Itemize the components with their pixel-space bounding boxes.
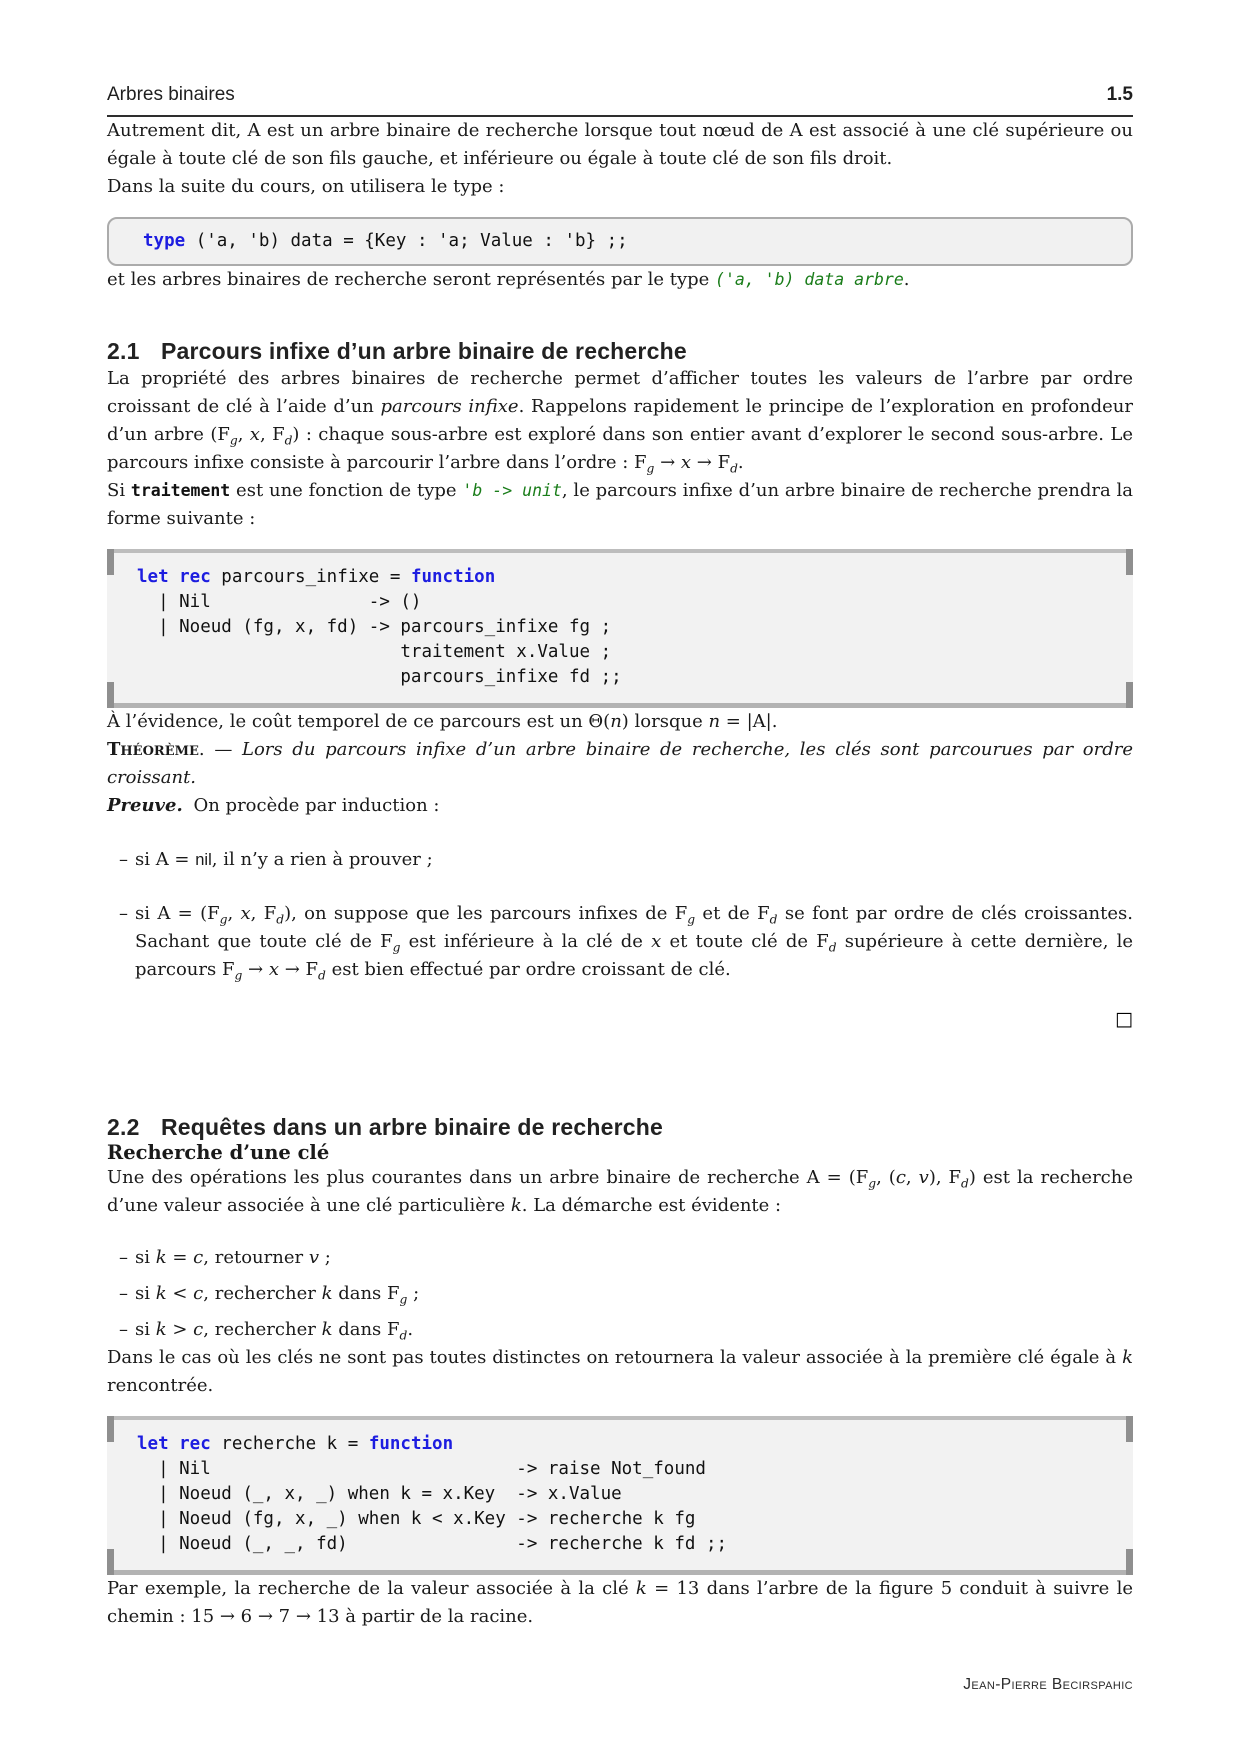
code-line: | Noeud (_, _, fd) -> recherche k fd ;;: [137, 1534, 728, 1554]
header-page-number: 1.5: [1106, 84, 1133, 105]
list-item: [107, 1316, 1133, 1344]
paragraph-recherche-intro: Une des opérations les plus courantes dans un arbre binaire de recherche $A = (F_g$, (c, v), $F_d$) est la recherche d’une valeur associée à une clé particulière k. La démarche est évidente :: [107, 1167, 1133, 1216]
panel-corner: [107, 682, 114, 708]
paragraph-intro: Autrement dit, A est un arbre binaire de recherche lorsque tout nœud de A est associé à une clé supérieure ou égale à toute clé de son fils gauche, et inférieure ou égale à toute clé de son fils droit.: [107, 120, 1133, 169]
panel-corner: [1126, 549, 1133, 575]
section-number: 2.1: [107, 338, 140, 364]
list-item-text: si k < c, rechercher k dans $F_g$ ;: [135, 1283, 420, 1307]
paragraph-exemple: Par exemple, la recherche de la valeur associée à la clé k = 13 dans l’arbre de la figure 5 conduit à suivre le chemin : 15 → 6 → 7 → 13 à partir de la racine.: [107, 1578, 1134, 1627]
code-line: let rec recherche k = function: [137, 1434, 454, 1454]
code-block-type-definition: [107, 217, 1133, 266]
paragraph-traitement: Si traitement est une fonction de type 'b -> unit, le parcours infixe d’un arbre binaire de recherche prendra la forme suivante :: [107, 480, 1134, 529]
panel-corner: [1126, 1549, 1133, 1575]
code-line: | Noeud (fg, x, fd) -> parcours_infixe fg ;: [137, 617, 612, 637]
list-item: [107, 1280, 1133, 1308]
panel-corner: [107, 1549, 114, 1575]
list-item-text: si k > c, rechercher k dans $F_d$.: [135, 1319, 414, 1343]
code-line: type ('a, 'b) data = {Key : 'a; Value : 'b} ;;: [143, 231, 628, 251]
list-item: [107, 846, 1133, 874]
paragraph-parcours-infixe: La propriété des arbres binaires de recherche permet d’afficher toutes les valeurs de l’arbre par ordre croissant de clé à l’aide d’un parcours infixe. Rappelons rapidement le principe de l’exploration en profondeur d’un arbre ($F_g$, x, $F_d$) : chaque sous-arbre est exploré dans son entier avant d’explorer le second sous-arbre. Le parcours infixe consiste à parcourir l’arbre dans l’ordre : $F_g \to x \to F_d$.: [107, 368, 1134, 476]
page-footer: [963, 1676, 1133, 1694]
code-line: | Nil -> (): [137, 592, 422, 612]
header-title: Arbres binaires: [107, 84, 235, 105]
list-item: [107, 900, 1133, 984]
code-line: parcours_infixe fd ;;: [137, 667, 622, 687]
panel-corner: [107, 1416, 114, 1442]
code-block-recherche: [107, 1416, 1133, 1575]
code-line: | Nil -> raise Not_found: [137, 1459, 706, 1479]
section-title: Requêtes dans un arbre binaire de recherche: [161, 1114, 663, 1140]
list-bullet: –: [119, 903, 128, 924]
panel-corner: [1126, 1416, 1133, 1442]
paragraph-type-outro: et les arbres binaires de recherche seront représentés par le type ('a, 'b) data arbre.: [107, 269, 910, 290]
paragraph-cost: À l’évidence, le coût temporel de ce parcours est un Θ(n) lorsque n = |A|.: [107, 711, 778, 732]
qed-symbol: □: [1115, 1008, 1133, 1030]
subsection-heading-recherche: Recherche d’une clé: [107, 1141, 330, 1164]
list-item: [107, 1244, 1133, 1272]
code-line: let rec parcours_infixe = function: [137, 567, 496, 587]
section-number: 2.2: [107, 1114, 140, 1140]
proof-intro: Preuve. On procède par induction :: [107, 795, 440, 816]
page-header: [107, 84, 1133, 117]
list-bullet: –: [119, 1283, 128, 1304]
paragraph-cles-distinctes: Dans le cas où les clés ne sont pas toutes distinctes on retournera la valeur associée à la première clé égale à k rencontrée.: [107, 1347, 1133, 1396]
list-bullet: –: [119, 1247, 128, 1268]
list-item-text: si k = c, retourner v ;: [135, 1247, 331, 1268]
list-item-text: si A = nil, il n’y a rien à prouver ;: [135, 849, 433, 870]
theorem-statement: Théorème. — Lors du parcours infixe d’un arbre binaire de recherche, les clés sont parcourues par ordre croissant.: [107, 739, 1133, 788]
code-line: traitement x.Value ;: [137, 642, 612, 662]
list-item-text: si $A = (F_g$, x, $F_d$), on suppose que les parcours infixes de $F_g$ et de $F_d$ se font par ordre de clés croissantes. Sachant que toute clé de $F_g$ est inférieure à la clé de x et toute clé de $F_d$ supérieure à cette dernière, le parcours $F_g \to x \to F_d$ est bien effectué par ordre croissant de clé.: [135, 903, 1133, 983]
paragraph-type-intro: Dans la suite du cours, on utilisera le type :: [107, 176, 505, 197]
section-heading-2-2: [107, 1114, 1133, 1141]
panel-corner: [1126, 682, 1133, 708]
section-title: Parcours infixe d’un arbre binaire de recherche: [161, 338, 687, 364]
list-bullet: –: [119, 849, 128, 870]
code-line: | Noeud (_, x, _) when k = x.Key -> x.Value: [137, 1484, 622, 1504]
code-line: | Noeud (fg, x, _) when k < x.Key -> recherche k fg: [137, 1509, 696, 1529]
list-bullet: –: [119, 1319, 128, 1340]
author-name: Jean-Pierre Becirspahic: [963, 1676, 1133, 1693]
panel-corner: [107, 549, 114, 575]
section-heading-2-1: [107, 338, 1133, 365]
code-block-parcours-infixe: [107, 549, 1133, 708]
